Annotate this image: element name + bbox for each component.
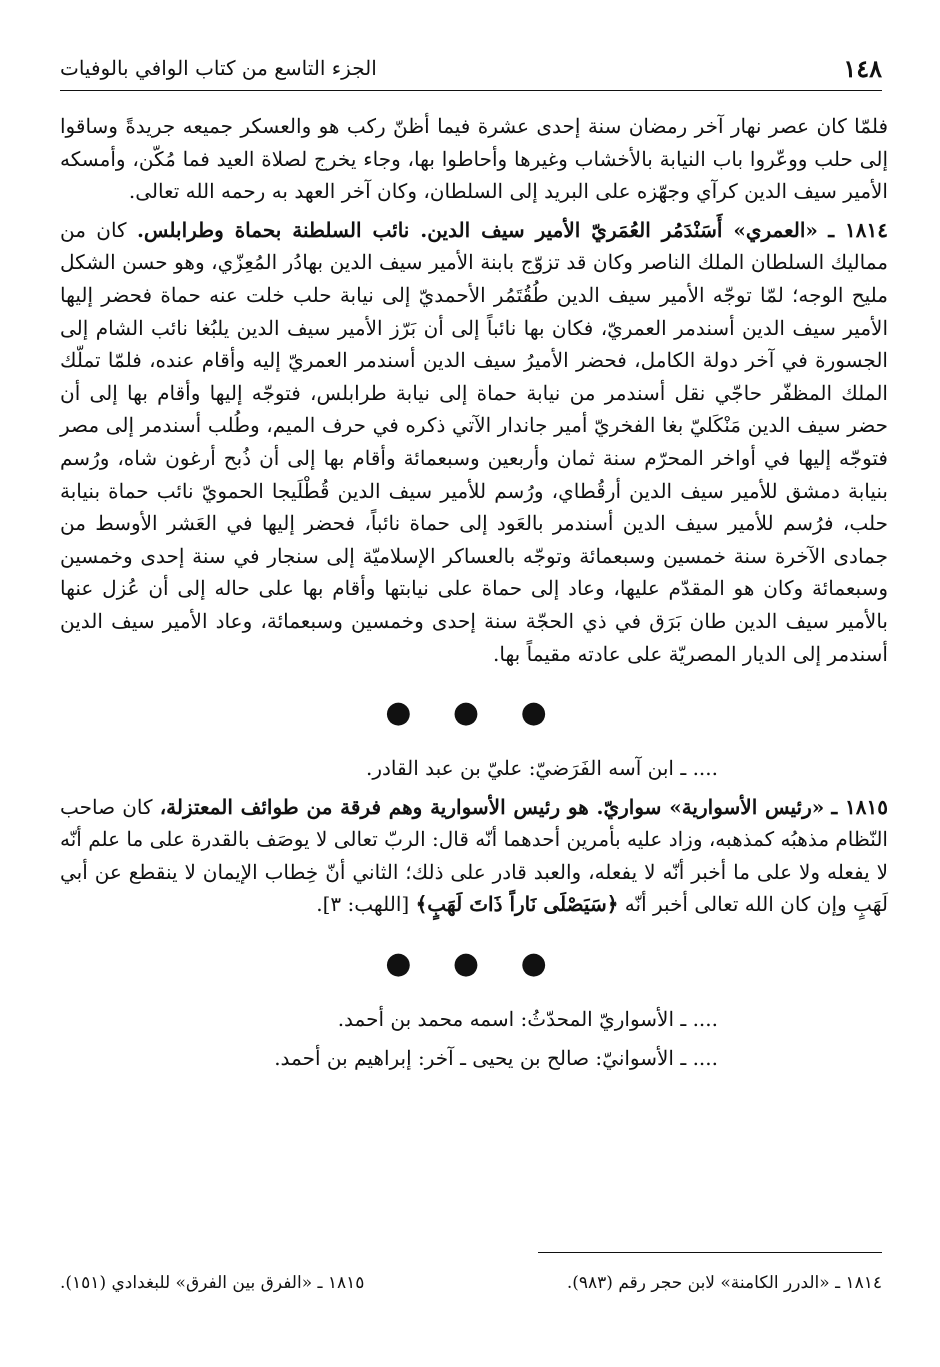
footnote-row (60, 1273, 882, 1301)
entry-number: ١٨١٥ ـ (831, 794, 889, 819)
entry-heading: «رئيس الأسوارية» سواريّ. هو رئيس الأسوارية وهم فرقة من طوائف المعتزلة، (159, 794, 825, 819)
entry-number: ١٨١٤ ـ (828, 217, 888, 242)
quran-quote: ﴿سَيَصْلَى نَاراً ذَاتَ لَهَبٍ﴾ (415, 892, 619, 917)
page-body (60, 110, 888, 1080)
cross-reference: .... ـ ابن آسه الفَرَضيّ: عليّ بن عبد القادر. (366, 756, 718, 781)
footnotes (60, 1252, 882, 1301)
section-separator: ● ● ● (385, 946, 563, 982)
page-number: ١٤٨ (843, 54, 882, 83)
cross-reference: .... ـ الأسوانيّ: صالح بن يحيى ـ آخر: إبراهيم بن أحمد. (274, 1045, 718, 1070)
section-separator: ● ● ● (385, 695, 563, 731)
continuation-paragraph: فلمّا كان عصر نهار آخر رمضان سنة إحدى عشرة فيما أظنّ ركب هو والعسكر جميعه جريدةً وساقوا إلى حلب ووعّروا باب النيابة بالأخشاب وغيرها وأحاطوا بها، وجاء يخرج لصلاة العيد فما مُكّن، وأمسكه الأمير سيف الدين كرآي وجهّزه على البريد إلى السلطان، وكان آخر العهد به رحمه الله تعالى. (60, 114, 888, 204)
footnote-rule (538, 1252, 882, 1253)
page-header (60, 50, 882, 91)
running-title: الجزء التاسع من كتاب الوافي بالوفيات (60, 56, 377, 80)
entry-text: كان صاحب النّظام مذهبُه كمذهبه، وزاد عليه بأمرين أحدهما أنّه قال: الربّ تعالى لا يوصَف بالقدرة على ما علم أنّه لا يفعله ولا على ما أخبر أنّه لا يفعله، والعبد قادر على ذلك؛ الثاني أنّ خِطاب الإيمان لا ينقطع عن أبي لَهَبٍ وإن كان الله تعالى أخبر أنّه (59, 794, 889, 917)
entry-1814 (60, 214, 888, 670)
entry-text: كان من مماليك السلطان الملك الناصر وكان قد تزوّج بابنة الأمير سيف الدين بهادُر المُعِزّي، وهو حسن الشكل مليح الوجه؛ لمّا توجّه الأمير سيف الدين طُقُتَمُر الأحمديّ إلى نيابة حلب خلت عنه حماة فحضر إليها الأمير سيف الدين أسندمر العمريّ، فكان بها نائباً إلى أن بَرّز الأمير سيف الدين يلبُغا نائب الشام إلى الجسورة في آخر دولة الكامل، فحضر الأميرُ سيف الدين أسندمر العمريّ إليه وأقام عنده، فلمّا تملّك الملك المظفّر حاجّي نقل أسندمر من نيابة حماة إلى نيابة طرابلس، فتوجّه إليها وأقام بها إلى أن حضر سيف الدين مَنْكَليّ بغا الفخريّ أمير جاندار الآتي ذكره في حرف الميم، وطُلب أسندمر إلى مصر فتوجّه إليها في أواخر المحرّم سنة ثمان وأربعين وسبعمائة وأقام بها إلى أن ذُبح أرغون شاه، ورُسم بنيابة دمشق للأمير سيف الدين أرقُطاي، ورُسم للأمير سيف الدين قُطْلَيجا الحمويّ نائب حماة بنيابة حلب، فرُسم للأمير سيف الدين أسندمر بالعَود إلى حماة نائباً، فحضر إليها في العَشر الأوسط من جمادى الآخرة سنة خمسين وسبعمائة وتوجّه بالعساكر الإسلاميّة إلى سنجار في سنة إحدى وخمسين وسبعمائة وكان هو المقدّم عليها، وعاد إلى حماة على نيابتها وأقام بها على حاله إلى أن عُزل عنها بالأمير سيف الدين طان بَرَق في ذي الحجّة سنة إحدى وخمسين وسبعمائة، وعاد الأمير سيف الدين أسندمر إلى الديار المصريّة على عادته مقيماً بها. (60, 217, 888, 666)
entry-1815 (60, 791, 888, 921)
cross-reference: .... ـ الأسواريّ المحدّثُ: اسمه محمد بن أحمد. (337, 1007, 718, 1032)
quran-reference: [اللهب: ٣]. (316, 892, 416, 917)
footnote-1815: ١٨١٥ ـ «الفرق بين الفرق» للبغدادي (١٥١). (60, 1273, 365, 1293)
footnote-1814: ١٨١٤ ـ «الدرر الكامنة» لابن حجر رقم (٩٨٣). (566, 1273, 882, 1293)
entry-heading: «العمري» أَسَنْدَمُر العُمَريّ الأمير سيف الدين. نائب السلطنة بحماة وطرابلس. (136, 217, 818, 242)
